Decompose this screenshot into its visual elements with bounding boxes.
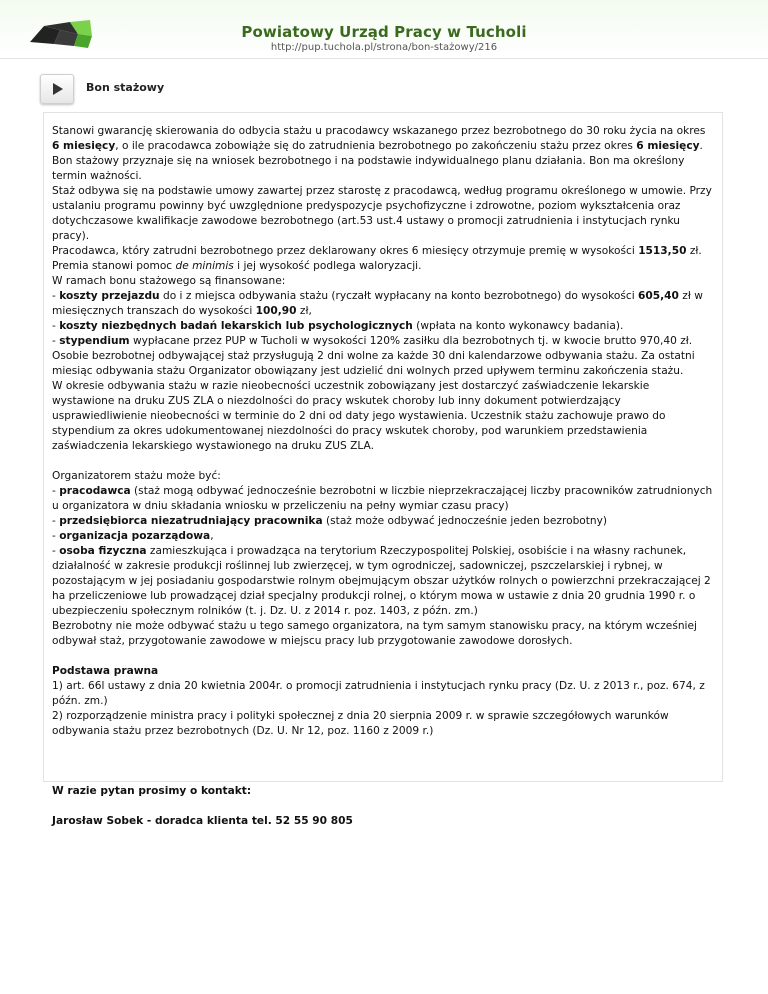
- play-arrow-icon: [53, 83, 63, 95]
- bold-term: organizacja pozarządowa: [59, 530, 211, 542]
- spacer: [52, 799, 714, 814]
- text: (wpłata na konto wykonawcy badania).: [412, 320, 624, 332]
- duration-bold: 6 miesięcy: [636, 140, 700, 152]
- list-item: [52, 334, 714, 349]
- premium-amount: 1513,50: [638, 245, 687, 257]
- spacer: [52, 769, 714, 784]
- duration-bold: 6 miesięcy: [52, 140, 116, 152]
- list-item: [52, 484, 714, 514]
- list-item: [52, 529, 714, 544]
- text: do i z miejsca odbywania stażu (ryczałt wypłacany na konto bezrobotnego) do wysokości: [159, 290, 639, 302]
- text: (staż mogą odbywać jednocześnie bezrobotni w liczbie nieprzekraczającej liczby pracowników zatrudnionych u organizatora w dniu składania wniosku w przeliczeniu na pełny wymiar czasu pracy): [52, 485, 713, 512]
- text: Pracodawca, który zatrudni bezrobotnego przez deklarowany okres 6 miesięcy otrzymuje premię w wysokości: [52, 245, 639, 257]
- bold-heading: Podstawa prawna: [52, 665, 159, 677]
- site-header: [0, 0, 768, 59]
- intro-paragraph: [52, 124, 714, 154]
- text: .: [699, 140, 703, 152]
- text: Stanowi gwarancję skierowania do odbycia stażu u pracodawcy wskazanego przez bezrobotnego do 30 roku życia na okres: [52, 125, 706, 137]
- paragraph: W okresie odbywania stażu w razie nieobecności uczestnik zobowiązany jest dostarczyć zaświadczenie lekarskie wystawione na druku ZUS ZLA o niezdolności do pracy wskutek choroby lub inny dokument potwierdzający usprawiedliwienie nieobecności w terminie do 2 dni od daty jego wystawienia. Uczestnik stażu zachowuje prawo do stypendium za okres udokumentowanej niezdolności do pracy wskutek choroby, pod warunkiem przedstawienia zaświadczenia lekarskiego wystawionego na druku ZUS ZLA.: [52, 380, 666, 452]
- contact-heading: [52, 784, 714, 799]
- bold-term: stypendium: [59, 335, 130, 347]
- site-title: Powiatowy Urząd Pracy w Tucholi: [241, 23, 527, 41]
- list-item: [52, 319, 714, 334]
- spacer: [52, 649, 714, 664]
- paragraph: Organizatorem stażu może być:: [52, 470, 221, 482]
- paragraph: Bon stażowy przyznaje się na wniosek bezrobotnego i na podstawie indywidualnego planu działania. Bon ma określony termin ważności.: [52, 155, 685, 182]
- bold-contact: Jarosław Sobek - doradca klienta tel. 52 55 90 805: [52, 815, 353, 827]
- contact-person: [52, 814, 714, 829]
- text: i jej wysokość podlega waloryzacji.: [233, 260, 422, 272]
- text: , o ile pracodawca zobowiąże się do zatrudnienia bezrobotnego po zakończeniu stażu przez okres: [115, 140, 637, 152]
- premium-paragraph: [52, 244, 714, 259]
- bold-term: przedsiębiorca niezatrudniający pracownika: [59, 515, 323, 527]
- bold-term: osoba fizyczna: [59, 545, 147, 557]
- de-minimis-italic: de minimis: [175, 260, 234, 272]
- bold-amount: 100,90: [255, 305, 297, 317]
- bold-amount: 605,40: [638, 290, 679, 302]
- text: zł.: [686, 245, 702, 257]
- text: ,: [210, 530, 214, 542]
- legal-basis-heading: [52, 664, 714, 679]
- page-url: http://pup.tuchola.pl/strona/bon-stażowy/216: [270, 42, 498, 53]
- text: -: [52, 545, 60, 557]
- article-content: [43, 112, 723, 827]
- paragraph: Bezrobotny nie może odbywać stażu u tego samego organizatora, na tym samym stanowisku pracy, na którym wcześniej odbywał staż, przygotowanie zawodowe w miejscu pracy lub przygotowanie zawodowe dorosłych.: [52, 620, 697, 647]
- bold-term: pracodawca: [59, 485, 131, 497]
- text: -: [52, 530, 60, 542]
- page-title: Bon stażowy: [86, 81, 165, 94]
- list-item: [52, 544, 714, 619]
- text: -: [52, 515, 60, 527]
- text: zł w miesięcznych transzach do wysokości: [52, 290, 703, 317]
- text: (staż może odbywać jednocześnie jeden bezrobotny): [322, 515, 608, 527]
- spacer: [52, 454, 714, 469]
- spacer: [52, 739, 714, 769]
- text: wypłacane przez PUP w Tucholi w wysokości 120% zasiłku dla bezrobotnych tj. w kwocie brutto 970,40 zł.: [129, 335, 693, 347]
- text: Premia stanowi pomoc: [52, 260, 176, 272]
- text: zamieszkująca i prowadząca na terytorium Rzeczypospolitej Polskiej, osobiście i na własny rachunek, działalność w zakresie produkcji roślinnej lub zwierzęcej, w tym ogrodniczej, sadowniczej, pszczelarskiej i rybnej, w pozostającym w jej posiadaniu gospodarstwie rolnym obejmującym obszar użytków rolnych o powierzchni przekraczającej 2 ha przeliczeniowe lub prowadzącej dział specjalny produkcji rolnej, o którym mowa w ustawie z dnia 20 grudnia 1990 r. o ubezpieczeniu społecznym rolników (t. j. Dz. U. z 2014 r. poz. 1403, z późn. zm.): [52, 545, 711, 617]
- text: -: [52, 290, 60, 302]
- expand-button[interactable]: [40, 74, 74, 104]
- paragraph: W ramach bonu stażowego są finansowane:: [52, 275, 286, 287]
- list-item: [52, 514, 714, 529]
- paragraph: Osobie bezrobotnej odbywającej staż przysługują 2 dni wolne za każde 30 dni kalendarzowe odbywania stażu. Za ostatni miesiąc odbywania stażu Organizator obowiązany jest udzielić dni wolnych przed upływem terminu zakończenia stażu.: [52, 350, 695, 377]
- bold-term: koszty przejazdu: [59, 290, 160, 302]
- list-item: [52, 289, 714, 319]
- text: -: [52, 320, 60, 332]
- text: -: [52, 335, 60, 347]
- paragraph: Staż odbywa się na podstawie umowy zawartej przez starostę z pracodawcą, według programu określonego w umowie. Przy ustalaniu programu powinny być uwzględnione predyspozycje psychofizyczne i zdrowotne, poziom wykształcenia oraz dotychczasowe kwalifikacje zawodowe bezrobotnego (art.53 ust.4 ustawy o promocji zatrudnienia i instytucjach rynku pracy).: [52, 185, 712, 242]
- bold-heading: W razie pytan prosimy o kontakt:: [52, 785, 252, 797]
- paragraph: [52, 259, 714, 274]
- text: zł,: [296, 305, 312, 317]
- legal-item: 1) art. 66l ustawy z dnia 20 kwietnia 2004r. o promocji zatrudnienia i instytucjach rynku pracy (Dz. U. z 2013 r., poz. 674, z późn. zm.): [52, 680, 705, 707]
- text: -: [52, 485, 60, 497]
- bold-term: koszty niezbędnych badań lekarskich lub psychologicznych: [59, 320, 413, 332]
- legal-item: 2) rozporządzenie ministra pracy i polityki społecznej z dnia 20 sierpnia 2009 r. w sprawie szczegółowych warunków odbywania stażu przez bezrobotnych (Dz. U. Nr 12, poz. 1160 z 2009 r.): [52, 710, 669, 737]
